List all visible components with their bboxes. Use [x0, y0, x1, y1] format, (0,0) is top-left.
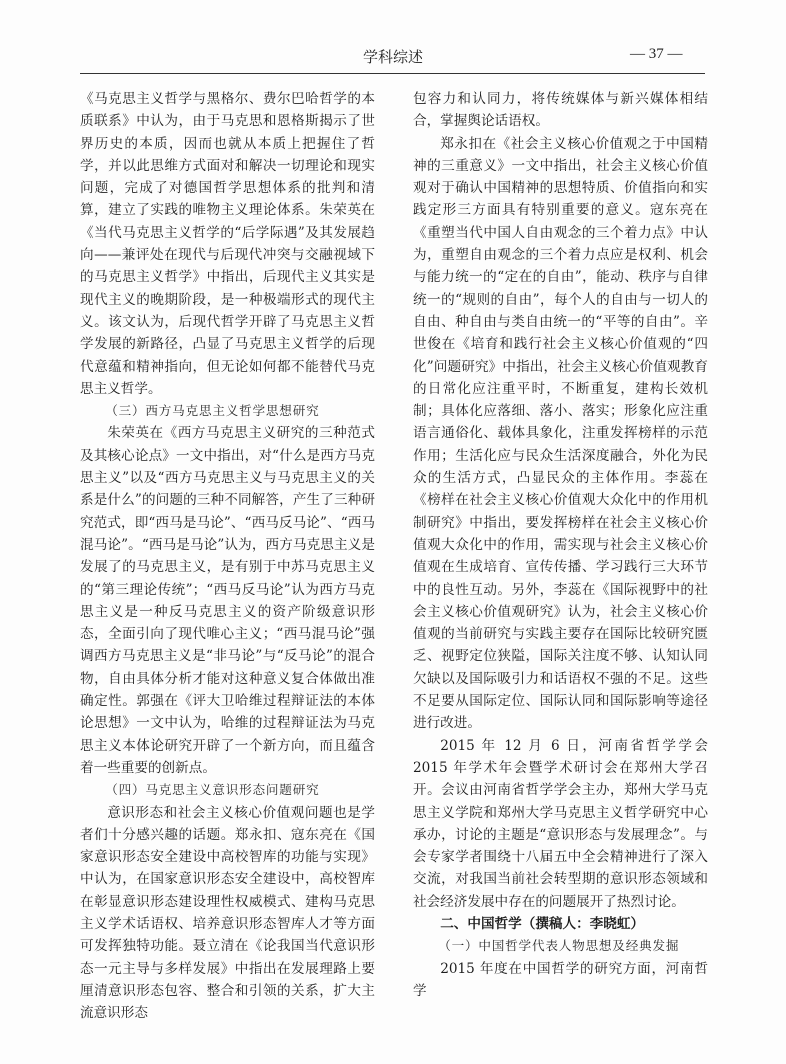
paragraph: 郑永扣在《社会主义核心价值观之于中国精神的三重意义》一文中指出，社会主义核心价值观对于确认中国精神的思想特质、价值指向和实践定形三方面具有特别重要的意义。寇东亮在《重塑当代中国人自由观念的三个着力点》中认为，重塑自由观念的三个着力点应是权利、机会与能力统一的“定在的自由”，能动、秩序与自律统一的“规则的自由”，每个人的自由与一切人的自由、种自由与类自由统一的“平等的自由”。辛世俊在《培育和践行社会主义核心价值观的“四化”问题研究》中指出，社会主义核心价值观教育的日常化应注重平时，不断重复，建构长效机制；具体化应落细、落小、落实；形象化应注重语言通俗化、载体具象化，注重发挥榜样的示范作用；生活化应与民众生活深度融合，外化为民众的生活方式，凸显民众的主体作用。李蕊在《榜样在社会主义核心价值观大众化中的作用机制研究》中指出，要发挥榜样在社会主义核心价值观大众化中的作用，需实现与社会主义核心价值观在生成培育、宣传传播、学习践行三大环节中的良性互动。另外，李蕊在《国际视野中的社会主义核心价值观研究》认为，社会主义核心价值观的当前研究与实践主要存在国际比较研究匮乏、视野定位狭隘，国际关注度不够、认知认同欠缺以及国际吸引力和话语权不强的不足。这些不足要从国际定位、国际认同和国际影响等途径进行改进。: [413, 135, 708, 732]
paragraph-continuation: 包容力和认同力，将传统媒体与新兴媒体相结合，掌握舆论话语权。: [413, 91, 708, 130]
left-column: [80, 88, 375, 1024]
subsection-heading-4: （四）马克思主义意识形态问题研究: [105, 782, 320, 798]
page-number: — 37 —: [630, 46, 683, 62]
subsection-heading-3: （三）西方马克思主义哲学思想研究: [105, 403, 320, 419]
section-heading-2: 二、中国哲学（撰稿人：李晓虹）: [440, 915, 645, 932]
paragraph: 2015 年 12 月 6 日，河南省哲学学会 2015 年学术年会暨学术研讨会在郑州大学召开。会议由河南省哲学学会主办，郑州大学马克思主义学院和郑州大学马克思主义哲学研究中心承办，讨论的主题是“意识形态与发展理念”。与会专家学者围绕十八届五中全会精神进行了深入交流，对我国当前社会转型期的意识形态领域和社会经济发展中存在的问题展开了热烈讨论。: [413, 737, 708, 910]
right-column: [413, 88, 708, 1002]
paragraph: 朱荣英在《西方马克思主义研究的三种范式及其核心论点》一文中指出，对“什么是西方马克思主义”以及“西方马克思主义与马克思主义的关系是什么”的问题的三种不同解答，产生了三种研究范式，即“西马是马论”、“西马反马论”、“西马混马论”。“西马是马论”认为，西方马克思主义是发展了的马克思主义，是有别于中苏马克思主义的“第三理论传统”；“西马反马论”认为西方马克思主义是一种反马克思主义的资产阶级意识形态，全面引向了现代唯心主义；“西马混马论”强调西方马克思主义是“非马论”与“反马论”的混合物，自由具体分析才能对这种意义复合体做出准确定性。郭强在《评大卫哈维过程辩证法的本体论思想》一文中认为，哈维的过程辩证法为马克思主义本体论研究开辟了一个新方向，而且蕴含着一些重要的创新点。: [80, 425, 375, 776]
subsection-heading-1: （一）中国哲学代表人物思想及经典发掘: [438, 938, 680, 954]
header-divider: [80, 73, 705, 74]
paragraph-continuation: 《马克思主义哲学与黑格尔、费尔巴哈哲学的本质联系》中认为，由于马克思和恩格斯揭示了世界历史的本质，因而也就从本质上把握住了哲学，并以此思维方式面对和解决一切理论和现实问题，完成了对德国哲学思想体系的批判和清算，建立了实践的唯物主义理论体系。朱荣英在《当代马克思主义哲学的“后学际遇”及其发展趋向——兼评处在现代与后现代冲突与交融视域下的马克思主义哲学》中指出，后现代主义其实是现代主义的晚期阶段，是一种极端形式的现代主义。该文认为，后现代哲学开辟了马克思主义哲学发展的新路径，凸显了马克思主义哲学的后现代意蕴和精神指向，但无论如何都不能替代马克思主义哲学。: [80, 91, 375, 397]
running-header-title: 学科综述: [362, 48, 423, 66]
paragraph: 意识形态和社会主义核心价值观问题也是学者们十分感兴趣的话题。郑永扣、寇东亮在《国家意识形态安全建设中高校智库的功能与实现》中认为，在国家意识形态安全建设中，高校智库在彰显意识形态建设理性权威模式、建构马克思主义学术话语权、培养意识形态智库人才等方面可发挥独特功能。聂立清在《论我国当代意识形态一元主导与多样发展》中指出在发展理路上要厘清意识形态包容、整合和引领的关系，扩大主流意识形态: [80, 804, 375, 1022]
paragraph: 2015 年度在中国哲学的研究方面，河南哲学: [413, 960, 708, 999]
